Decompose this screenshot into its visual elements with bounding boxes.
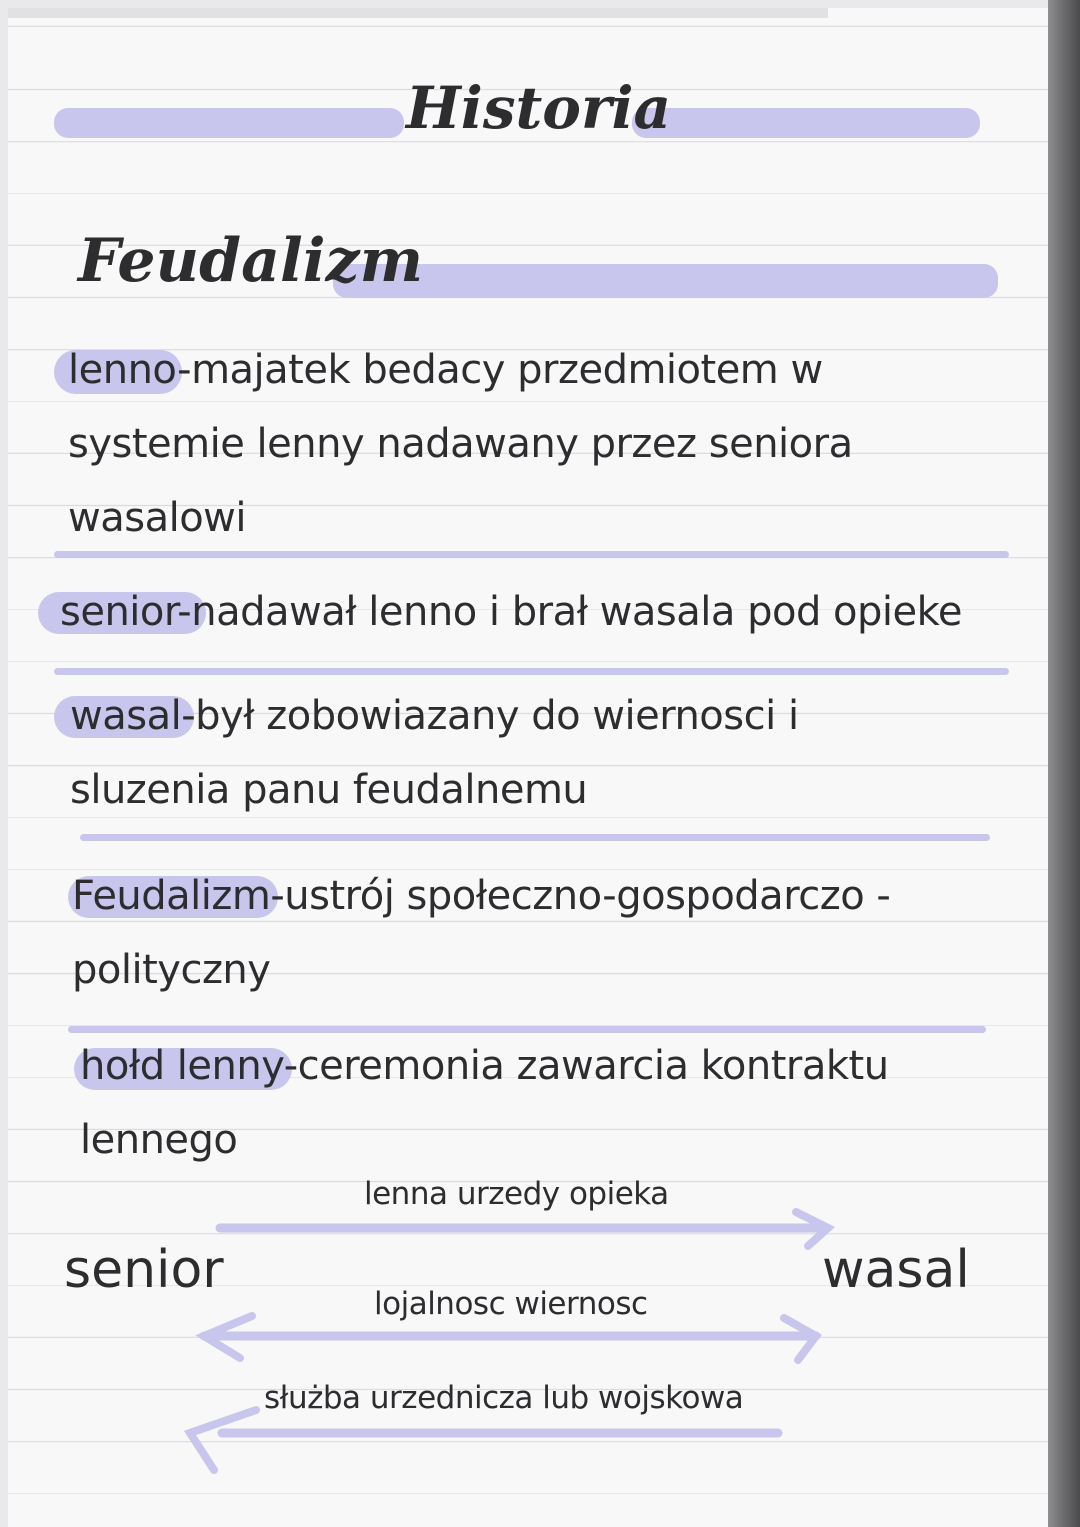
definition-senior-text: -nadawał lenno i brał wasala pod opieke [177,589,962,635]
arrow-bottom-label: służba urzednicza lub wojskowa [264,1380,744,1416]
page-title: Historia [406,74,672,142]
arrow-top-label: lenna urzedy opieka [364,1176,669,1212]
arrow-middle-label: lojalnosc wiernosc [374,1286,648,1322]
term-senior: senior [60,589,178,635]
diagram-senior: senior [64,1240,224,1300]
definition-hold-line2: lennego [80,1117,238,1163]
definition-lenno-line2: systemie lenny nadawany przez seniora [68,421,853,467]
definition-lenno-text: -majatek bedacy przedmiotem w [177,347,823,393]
definition-wasal-text: -był zobowiazany do wiernosci i [181,693,799,739]
arrow-right-top-icon [8,8,1048,1527]
definition-feudalizm-text: -ustrój społeczno-gospodarczo - [270,873,891,919]
page-edge-shadow [1048,0,1080,1527]
term-wasal: wasal [70,693,182,739]
diagram-wasal: wasal [822,1240,970,1300]
term-feudalizm: Feudalizm [72,873,271,919]
term-lenno: lenno [68,347,178,393]
definition-feudalizm-line2: polityczny [72,947,271,993]
term-hold-lenny: hołd lenny [80,1043,284,1089]
definition-wasal-line2: sluzenia panu feudalnemu [70,767,588,813]
definition-hold-text: -ceremonia zawarcia kontraktu [283,1043,889,1089]
section-title: Feudalizm [78,226,424,296]
notebook-page [8,8,1048,1527]
definition-lenno-line3: wasalowi [68,495,246,541]
